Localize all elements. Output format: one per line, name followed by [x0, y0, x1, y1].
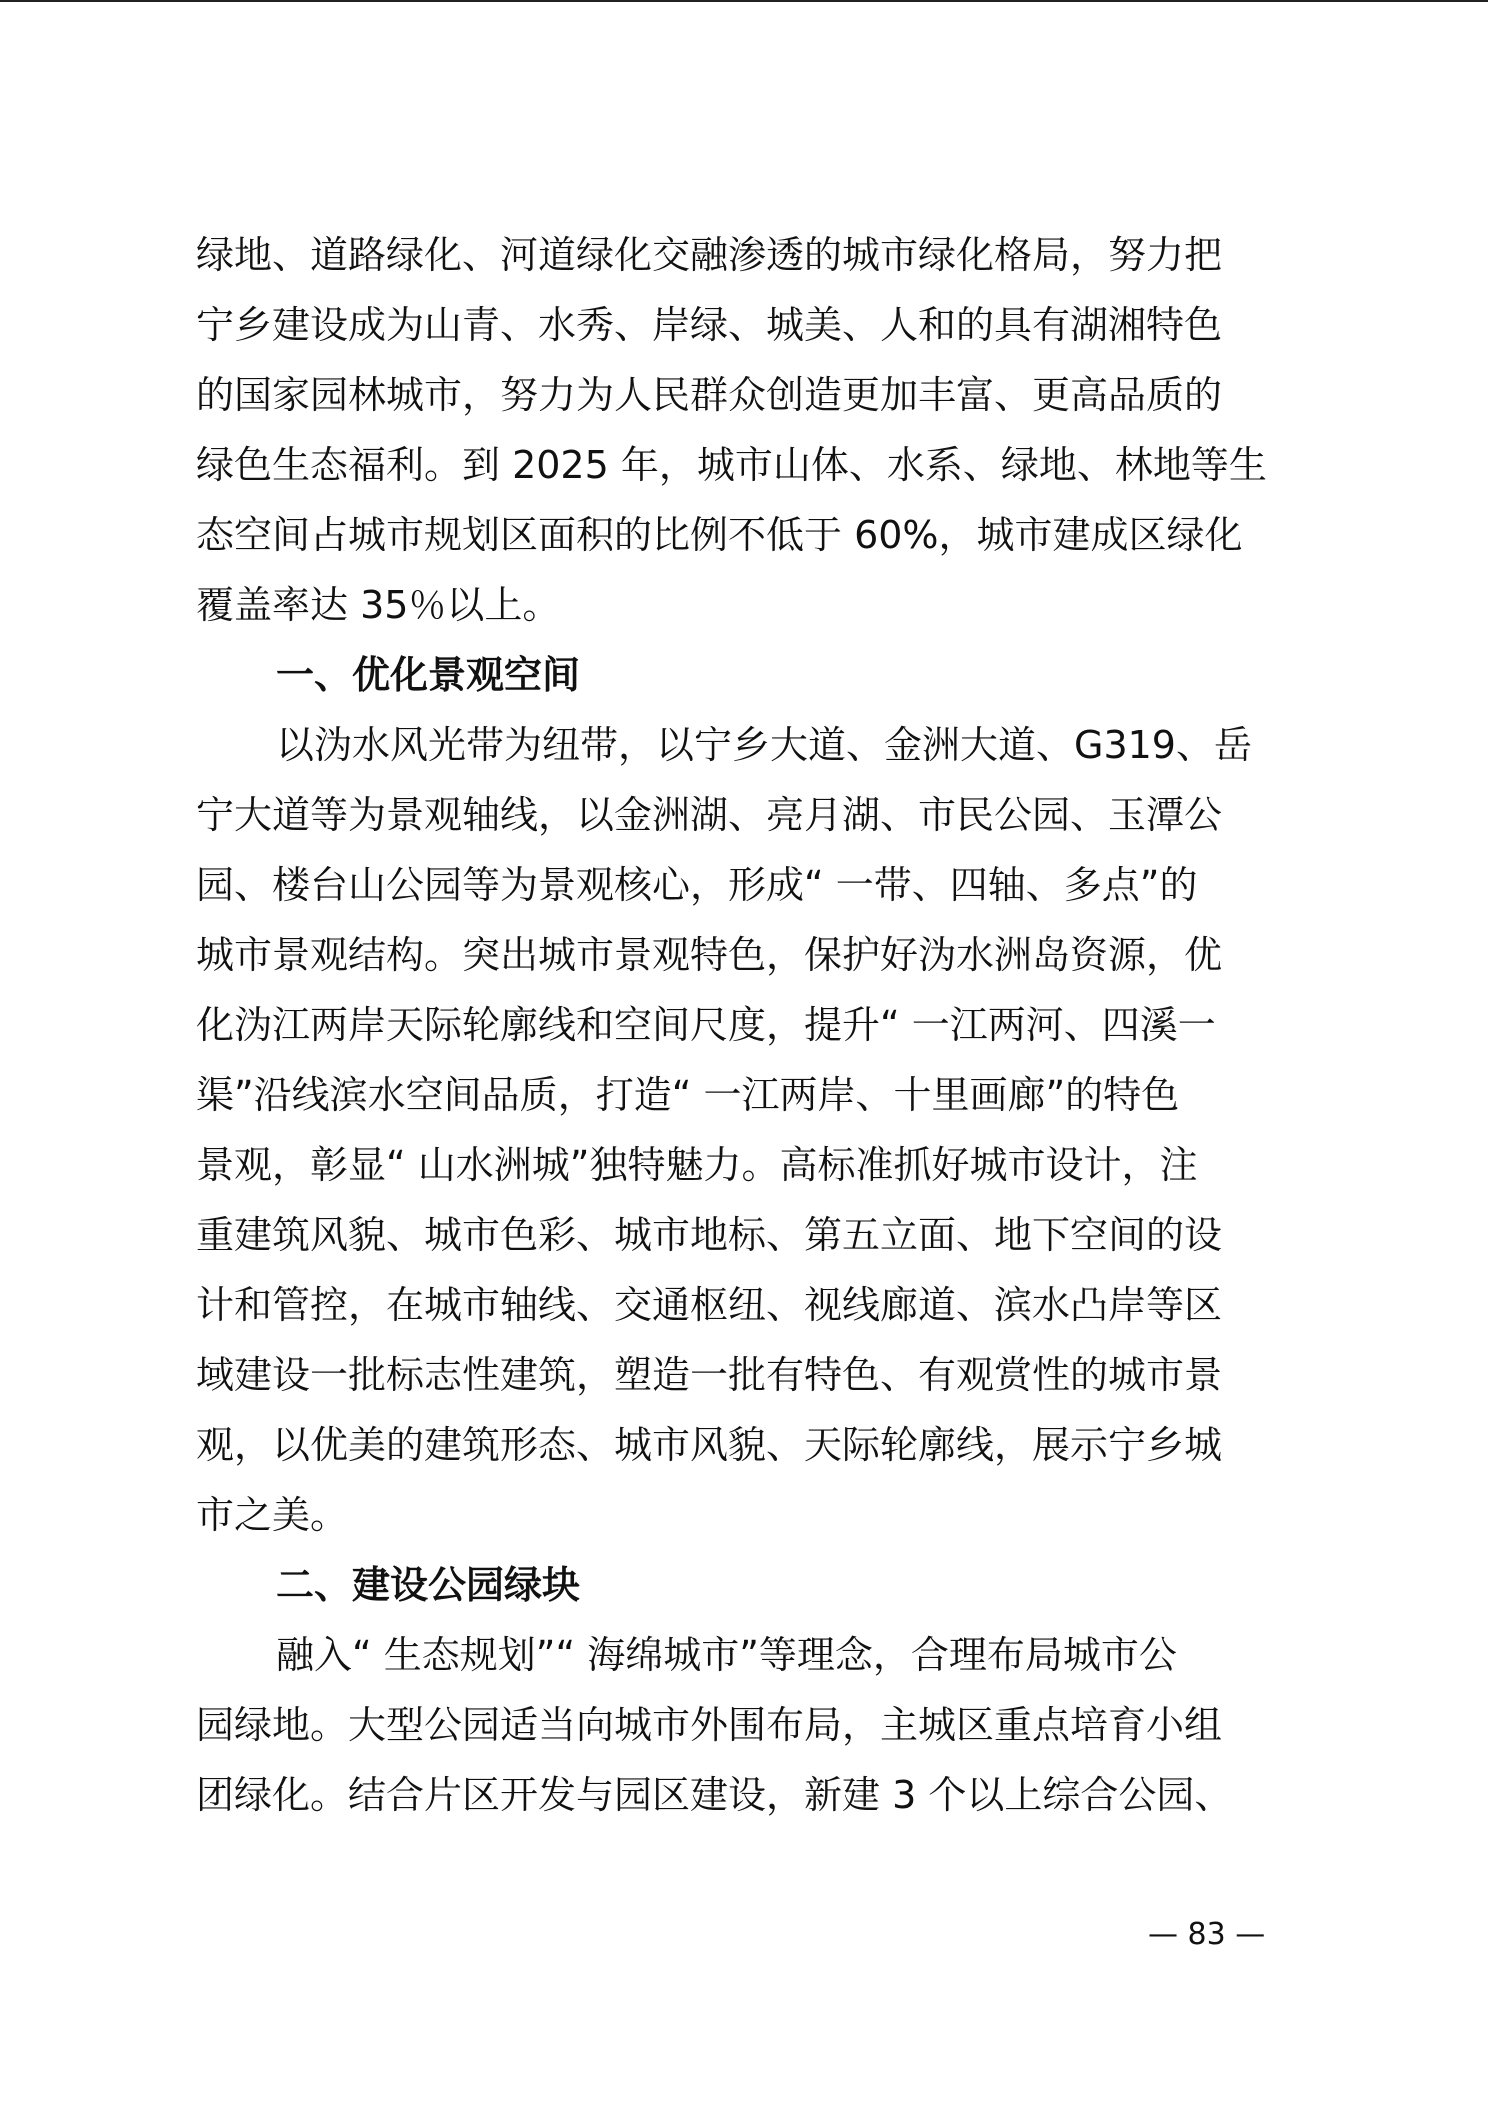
document-body [196, 220, 1296, 1830]
body-line: 重建筑风貌、城市色彩、城市地标、第五立面、地下空间的设 [196, 1213, 1223, 1257]
body-line: 园、楼台山公园等为景观核心，形成“ 一带、四轴、多点”的 [196, 863, 1198, 907]
top-border-rule [0, 0, 1488, 2]
page-number: — 83 — [1148, 1917, 1266, 1952]
body-line: 园绿地。大型公园适当向城市外围布局，主城区重点培育小组 [196, 1703, 1223, 1747]
body-line: 绿地、道路绿化、河道绿化交融渗透的城市绿化格局，努力把 [196, 233, 1223, 277]
body-line: 域建设一批标志性建筑，塑造一批有特色、有观赏性的城市景 [196, 1353, 1223, 1397]
body-line: 城市景观结构。突出城市景观特色，保护好沩水洲岛资源，优 [196, 933, 1223, 977]
body-line: 市之美。 [196, 1493, 349, 1537]
body-line: 渠”沿线滨水空间品质，打造“ 一江两岸、十里画廊”的特色 [196, 1073, 1180, 1117]
body-line: 宁乡建设成为山青、水秀、岸绿、城美、人和的具有湖湘特色 [196, 303, 1223, 347]
body-line: 景观，彰显“ 山水洲城”独特魅力。高标准抓好城市设计，注 [196, 1143, 1198, 1187]
body-line: 覆盖率达 35％以上。 [196, 583, 561, 627]
body-line: 团绿化。结合片区开发与园区建设，新建 3 个以上综合公园、 [196, 1773, 1233, 1817]
section-heading-1: 一、优化景观空间 [276, 653, 581, 697]
body-line: 化沩江两岸天际轮廓线和空间尺度，提升“ 一江两河、四溪一 [196, 1003, 1216, 1047]
body-line: 的国家园林城市，努力为人民群众创造更加丰富、更高品质的 [196, 373, 1223, 417]
body-line: 绿色生态福利。到 2025 年，城市山体、水系、绿地、林地等生 [196, 443, 1267, 487]
section-heading-2: 二、建设公园绿块 [276, 1563, 581, 1607]
body-line: 以沩水风光带为纽带，以宁乡大道、金洲大道、G319、岳 [276, 723, 1252, 767]
body-line: 计和管控，在城市轴线、交通枢纽、视线廊道、滨水凸岸等区 [196, 1283, 1223, 1327]
body-line: 宁大道等为景观轴线，以金洲湖、亮月湖、市民公园、玉潭公 [196, 793, 1223, 837]
body-line: 态空间占城市规划区面积的比例不低于 60%，城市建成区绿化 [196, 513, 1243, 557]
body-line: 融入“ 生态规划”“ 海绵城市”等理念，合理布局城市公 [276, 1633, 1177, 1677]
body-line: 观，以优美的建筑形态、城市风貌、天际轮廓线，展示宁乡城 [196, 1423, 1223, 1467]
